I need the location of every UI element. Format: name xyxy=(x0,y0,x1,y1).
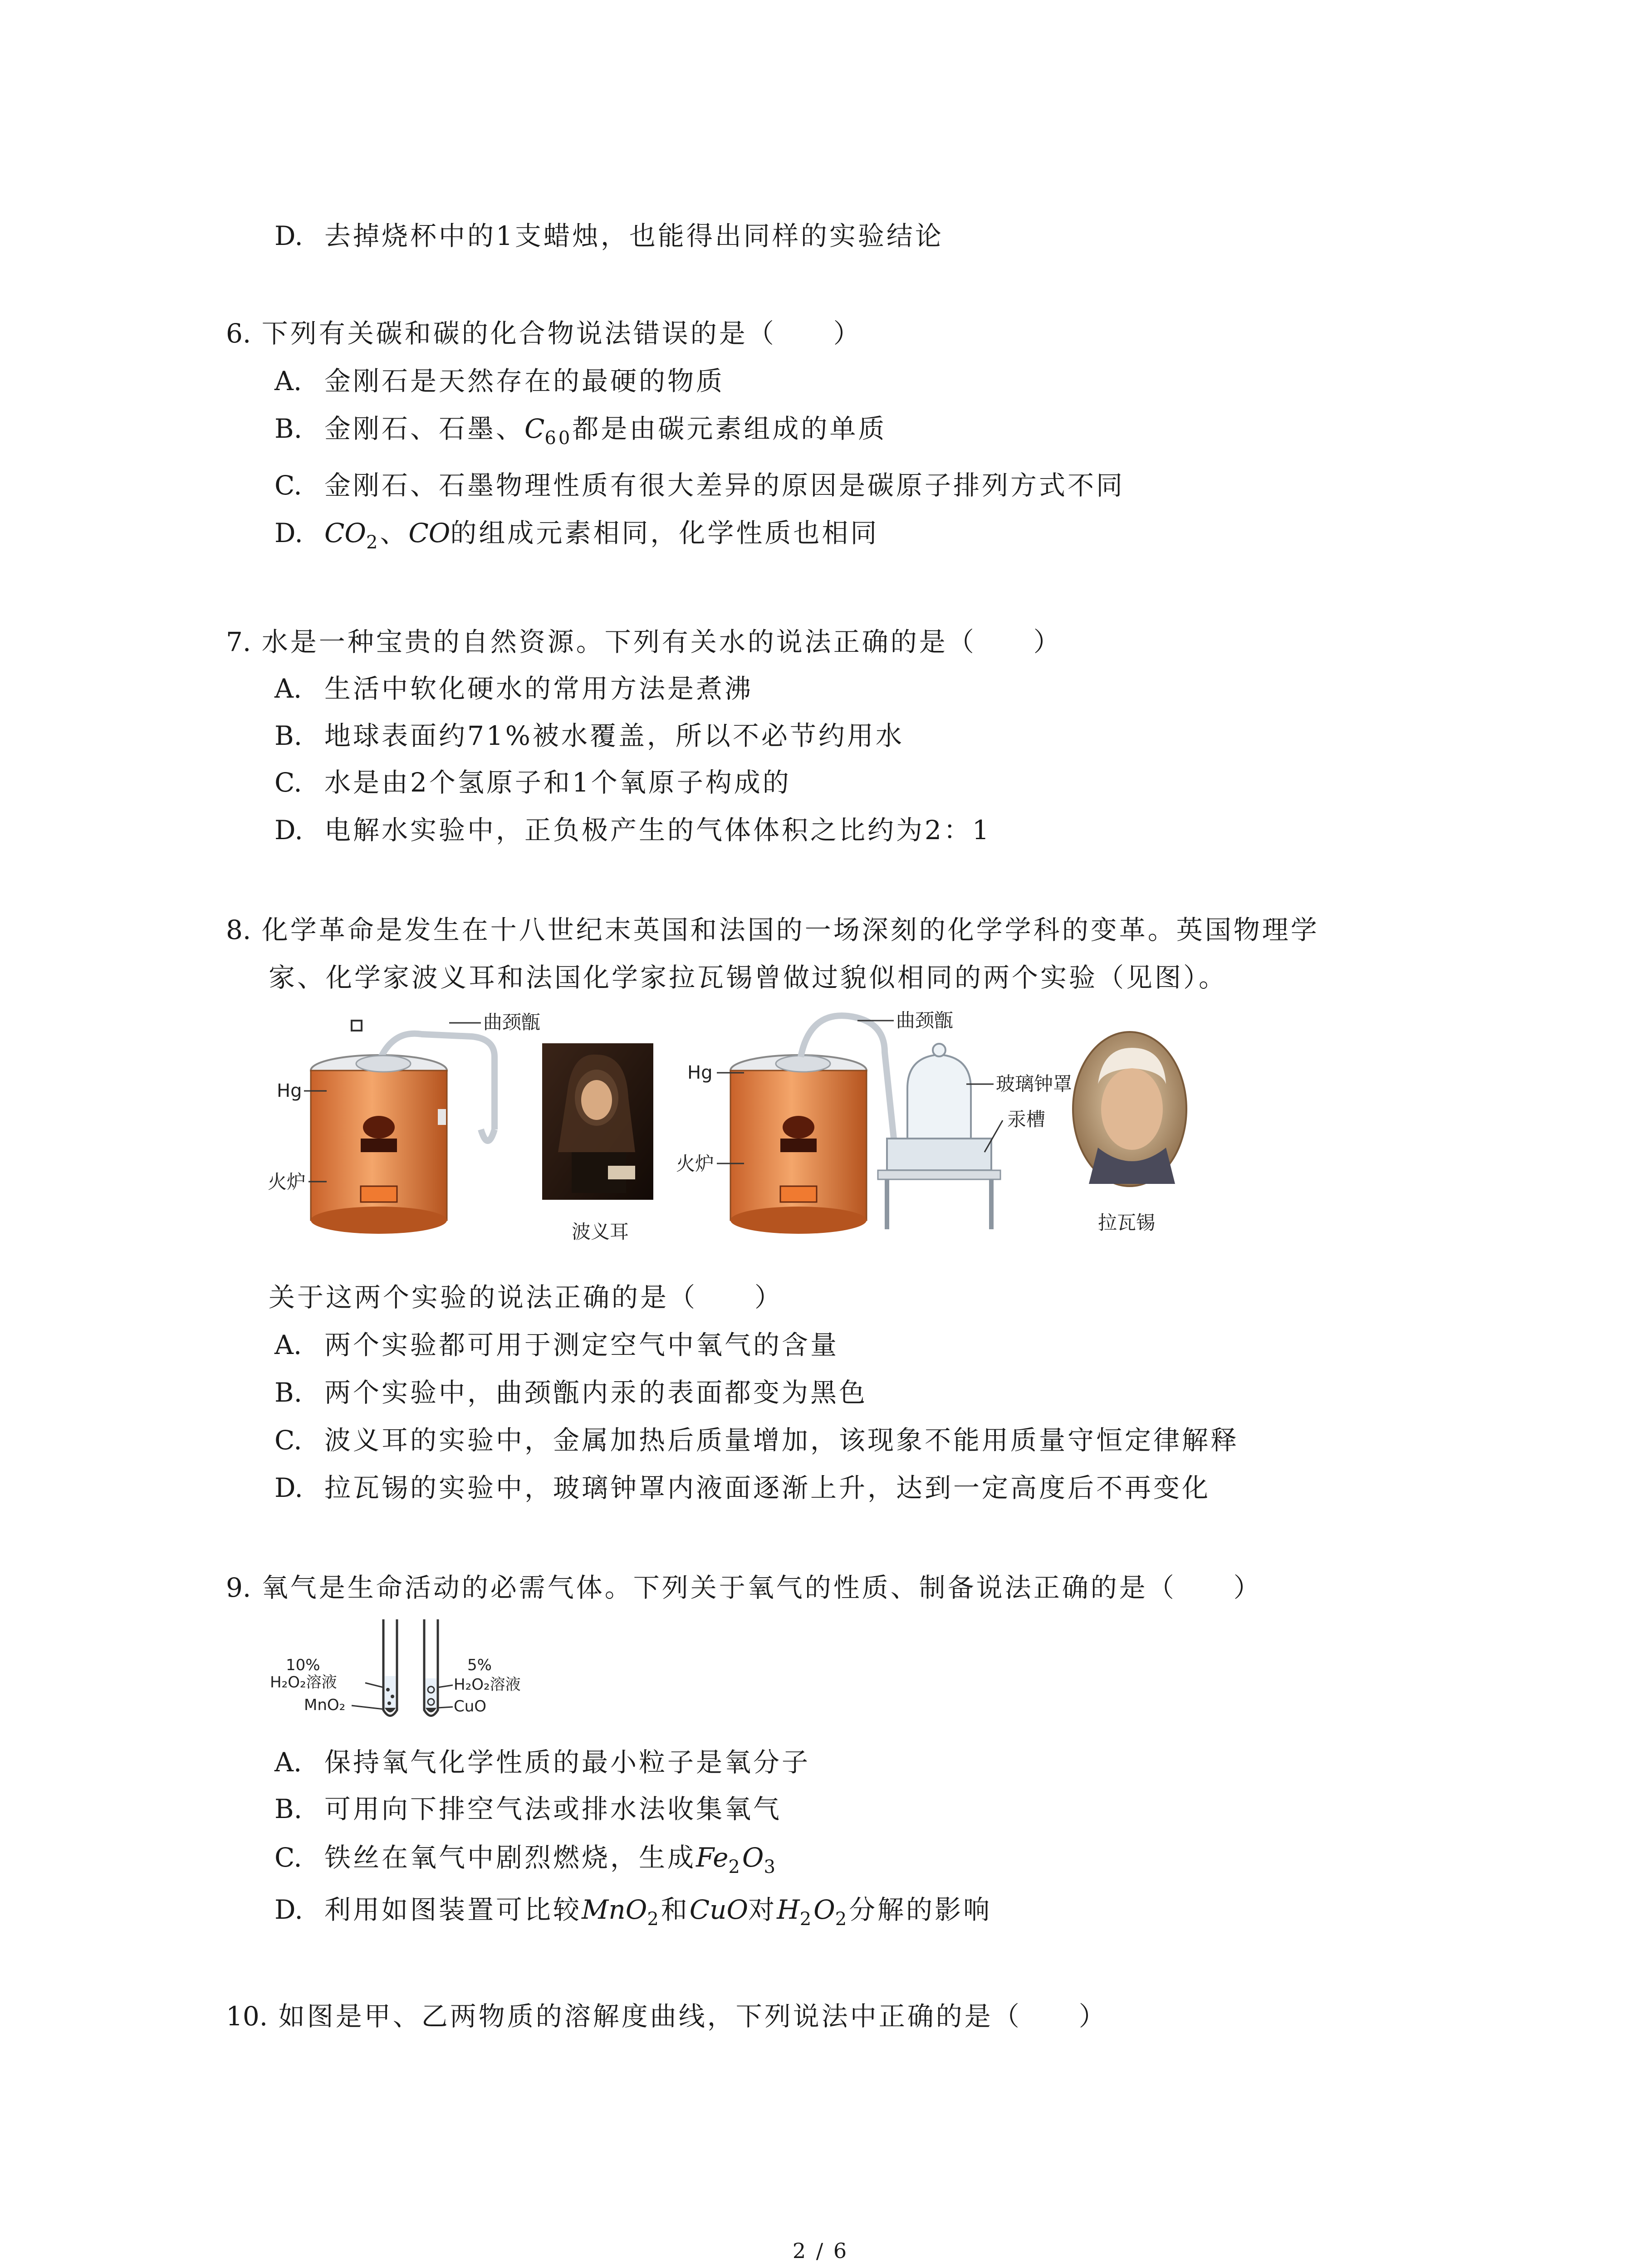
option-label: D. xyxy=(274,518,303,548)
option-label: C. xyxy=(274,1425,302,1456)
q9-figure xyxy=(268,1615,585,1737)
q8-figure xyxy=(259,1002,1239,1256)
connector: 对 xyxy=(748,1894,777,1925)
option-text: 金刚石、石墨物理性质有很大差异的原因是碳原子排列方式不同 xyxy=(324,470,1125,501)
option-label: C. xyxy=(274,1842,302,1873)
option-label: B. xyxy=(274,1794,303,1824)
lavoisier-caption: 拉瓦锡 xyxy=(1098,1212,1156,1234)
formula-sub: 3 xyxy=(764,1857,778,1877)
option-label: B. xyxy=(274,1377,303,1408)
option-text-post: 的组成元素相同，化学性质也相同 xyxy=(450,518,879,548)
option-label: D. xyxy=(274,1472,303,1503)
connector: 和 xyxy=(661,1894,690,1925)
option-text: 水是由2个氢原子和1个氧原子构成的 xyxy=(324,767,791,798)
option-label: B. xyxy=(274,413,303,444)
separator: 、 xyxy=(380,518,409,548)
left-catalyst: MnO₂ xyxy=(304,1696,346,1714)
right-catalyst: CuO xyxy=(454,1697,487,1716)
formula-mno2: MnO xyxy=(582,1894,647,1925)
option-text-pre: 金刚石、石墨、 xyxy=(324,413,525,444)
right-solution: H₂O₂溶液 xyxy=(454,1676,521,1694)
option-text: 生活中软化硬水的常用方法是煮沸 xyxy=(324,673,754,704)
q5-option-d xyxy=(274,218,944,254)
hg-label-right: Hg xyxy=(687,1062,713,1083)
formula-sub: 2 xyxy=(728,1857,742,1877)
question-number: 8. xyxy=(226,914,251,945)
formula-cuo: CuO xyxy=(689,1894,749,1925)
question-number: 6. xyxy=(226,318,251,349)
question-text: 关于这两个实验的说法正确的是（ ） xyxy=(269,1282,784,1313)
q9-option-a xyxy=(274,1744,810,1780)
q6-option-c xyxy=(274,467,1125,503)
option-label: D. xyxy=(274,220,303,251)
question-number: 7. xyxy=(226,626,251,657)
option-text: 可用向下排空气法或排水法收集氧气 xyxy=(324,1794,782,1824)
q8-option-a xyxy=(274,1327,839,1363)
q9-stem xyxy=(226,1569,1262,1606)
option-text: 地球表面约71%被水覆盖，所以不必节约用水 xyxy=(324,720,904,751)
boyle-caption: 波义耳 xyxy=(572,1221,629,1243)
option-text-pre: 铁丝在氧气中剧烈燃烧，生成 xyxy=(324,1842,696,1873)
question-text: 化学革命是发生在十八世纪末英国和法国的一场深刻的化学学科的变革。英国物理学 xyxy=(261,914,1319,945)
boyle-apparatus xyxy=(268,1011,540,1234)
small-square xyxy=(352,1021,362,1031)
option-label: A. xyxy=(274,1330,302,1360)
option-text: 去掉烧杯中的1支蜡烛，也能得出同样的实验结论 xyxy=(324,220,944,251)
option-label: A. xyxy=(274,673,302,704)
option-label: D. xyxy=(274,815,303,846)
formula-co: CO xyxy=(408,518,451,548)
q7-option-b xyxy=(274,718,904,754)
question-text: 氧气是生命活动的必需气体。下列关于氧气的性质、制备说法正确的是（ ） xyxy=(261,1572,1262,1603)
bell-jar-label: 玻璃钟罩 xyxy=(996,1073,1073,1095)
q6-stem xyxy=(226,315,862,352)
option-label: B. xyxy=(274,720,303,751)
question-number: 10. xyxy=(226,2001,268,2032)
option-text-pre: 利用如图装置可比较 xyxy=(324,1894,582,1925)
right-percent: 5% xyxy=(467,1656,492,1674)
test-tube-right xyxy=(424,1619,521,1716)
q7-option-c xyxy=(274,764,791,801)
formula-fe: Fe xyxy=(696,1842,729,1873)
q6-option-d xyxy=(274,515,879,551)
option-text: 保持氧气化学性质的最小粒子是氧分子 xyxy=(324,1747,811,1778)
option-text: 电解水实验中，正负极产生的气体体积之比约为2：1 xyxy=(324,815,991,846)
lavoisier-portrait xyxy=(1073,1032,1186,1234)
furnace-label: 火炉 xyxy=(268,1171,306,1193)
hg-label: Hg xyxy=(277,1080,302,1101)
q6-option-b xyxy=(274,411,887,447)
q8-stem-line3 xyxy=(269,1279,783,1315)
q8-stem-line2 xyxy=(269,959,1227,996)
q10-stem xyxy=(226,1998,1107,2034)
option-text: 两个实验都可用于测定空气中氧气的含量 xyxy=(324,1330,839,1360)
q9-option-c xyxy=(274,1839,778,1876)
option-text: 拉瓦锡的实验中，玻璃钟罩内液面逐渐上升，达到一定高度后不再变化 xyxy=(324,1472,1211,1503)
retort-label: 曲颈甑 xyxy=(483,1011,541,1033)
formula-o: O xyxy=(813,1894,835,1925)
q7-stem xyxy=(226,624,1062,660)
left-percent: 10% xyxy=(286,1656,320,1674)
option-label: C. xyxy=(274,470,302,501)
question-text: 下列有关碳和碳的化合物说法错误的是（ ） xyxy=(261,318,862,349)
formula-sub: 2 xyxy=(366,532,380,553)
formula-h: H xyxy=(777,1894,800,1925)
formula-o: O xyxy=(742,1842,764,1873)
question-number: 9. xyxy=(226,1572,251,1603)
option-text: 两个实验中，曲颈甑内汞的表面都变为黑色 xyxy=(324,1377,868,1408)
formula-co2: CO xyxy=(324,518,366,548)
q8-stem-line1 xyxy=(226,912,1319,948)
retort-label-right: 曲颈甑 xyxy=(896,1009,954,1031)
q7-option-d xyxy=(274,812,991,848)
page-number: 2 / 6 xyxy=(792,2239,849,2263)
option-label: A. xyxy=(274,1747,302,1778)
q9-option-d xyxy=(274,1892,992,1928)
q8-option-b xyxy=(274,1374,867,1411)
lavoisier-apparatus xyxy=(676,1009,1072,1234)
formula-sub: 2 xyxy=(835,1909,849,1930)
option-text: 金刚石是天然存在的最硬的物质 xyxy=(324,366,725,396)
question-text: 如图是甲、乙两物质的溶解度曲线，下列说法中正确的是（ ） xyxy=(278,2001,1107,2032)
option-text-post: 都是由碳元素组成的单质 xyxy=(572,413,887,444)
trough-label: 汞槽 xyxy=(1007,1108,1046,1130)
question-text: 水是一种宝贵的自然资源。下列有关水的说法正确的是（ ） xyxy=(261,626,1062,657)
option-label: C. xyxy=(274,767,302,798)
boyle-portrait xyxy=(542,1043,653,1243)
q8-option-d xyxy=(274,1470,1210,1506)
furnace-label-right: 火炉 xyxy=(676,1153,715,1175)
q8-option-c xyxy=(274,1422,1239,1458)
formula-c: C xyxy=(524,413,545,444)
test-tube-left xyxy=(270,1619,397,1716)
q7-option-a xyxy=(274,670,753,707)
option-label: A. xyxy=(274,366,302,396)
q6-option-a xyxy=(274,363,725,399)
option-text-post: 分解的影响 xyxy=(849,1894,992,1925)
option-label: D. xyxy=(274,1894,303,1925)
question-text: 家、化学家波义耳和法国化学家拉瓦锡曾做过貌似相同的两个实验（见图）。 xyxy=(269,962,1228,993)
formula-sub: 2 xyxy=(799,1909,814,1930)
q9-option-b xyxy=(274,1791,782,1827)
formula-sub: 60 xyxy=(544,428,573,449)
formula-sub: 2 xyxy=(647,1909,661,1930)
option-text: 波义耳的实验中，金属加热后质量增加，该现象不能用质量守恒定律解释 xyxy=(324,1425,1239,1456)
left-solution: H₂O₂溶液 xyxy=(270,1673,337,1691)
